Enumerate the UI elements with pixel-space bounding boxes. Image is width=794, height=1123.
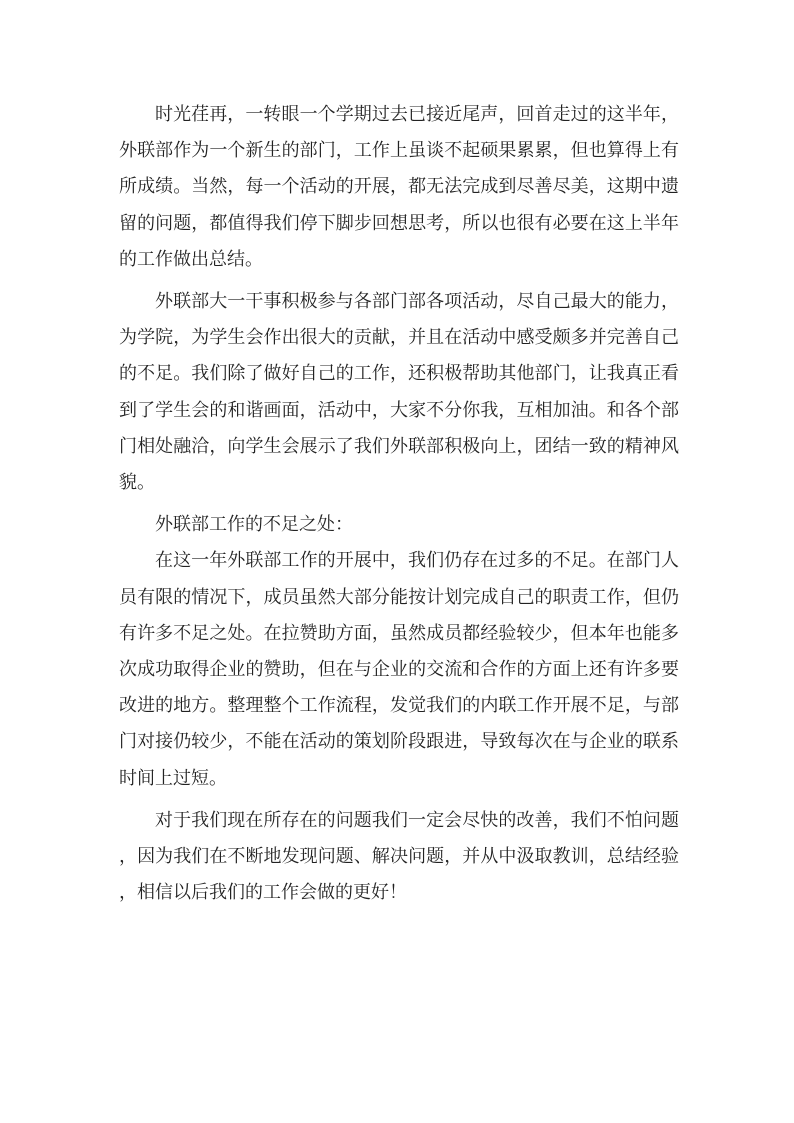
document-body <box>119 97 679 917</box>
paragraph-shortcomings: 在这一年外联部工作的开展中，我们仍存在过多的不足。在部门人员有限的情况下，成员虽然大部分能按计划完成自己的职责工作，但仍有许多不足之处。在拉赞助方面，虽然成员都经验较少，但本年也能多次成功取得企业的赞助，但在与企业的交流和合作的方面上还有许多要改进的地方。整理整个工作流程，发觉我们的内联工作开展不足，与部门对接仍较少，不能在活动的策划阶段跟进，导致每次在与企业的联系时间上过短。 <box>119 550 679 789</box>
paragraph-achievements: 外联部大一干事积极参与各部门部各项活动，尽自己最大的能力，为学院，为学生会作出很大的贡献，并且在活动中感受颇多并完善自己的不足。我们除了做好自己的工作，还积极帮助其他部门，让我真正看到了学生会的和谐画面，活动中，大家不分你我，互相加油。和各个部门相处融洽，向学生会展示了我们外联部积极向上，团结一致的精神风貌。 <box>119 291 679 494</box>
section-heading-shortcomings: 外联部工作的不足之处： <box>155 514 353 536</box>
paragraph-conclusion: 对于我们现在所存在的问题我们一定会尽快的改善，我们不怕问题，因为我们在不断地发现问题、解决问题，并从中汲取教训，总结经验，相信以后我们的工作会做的更好！ <box>119 809 679 904</box>
paragraph-intro: 时光荏再，一转眼一个学期过去已接近尾声，回首走过的这半年，外联部作为一个新生的部门，工作上虽谈不起硕果累累，但也算得上有所成绩。当然，每一个活动的开展，都无法完成到尽善尽美，这期中遗留的问题，都值得我们停下脚步回想思考，所以也很有必要在这上半年的工作做出总结。 <box>119 104 679 270</box>
